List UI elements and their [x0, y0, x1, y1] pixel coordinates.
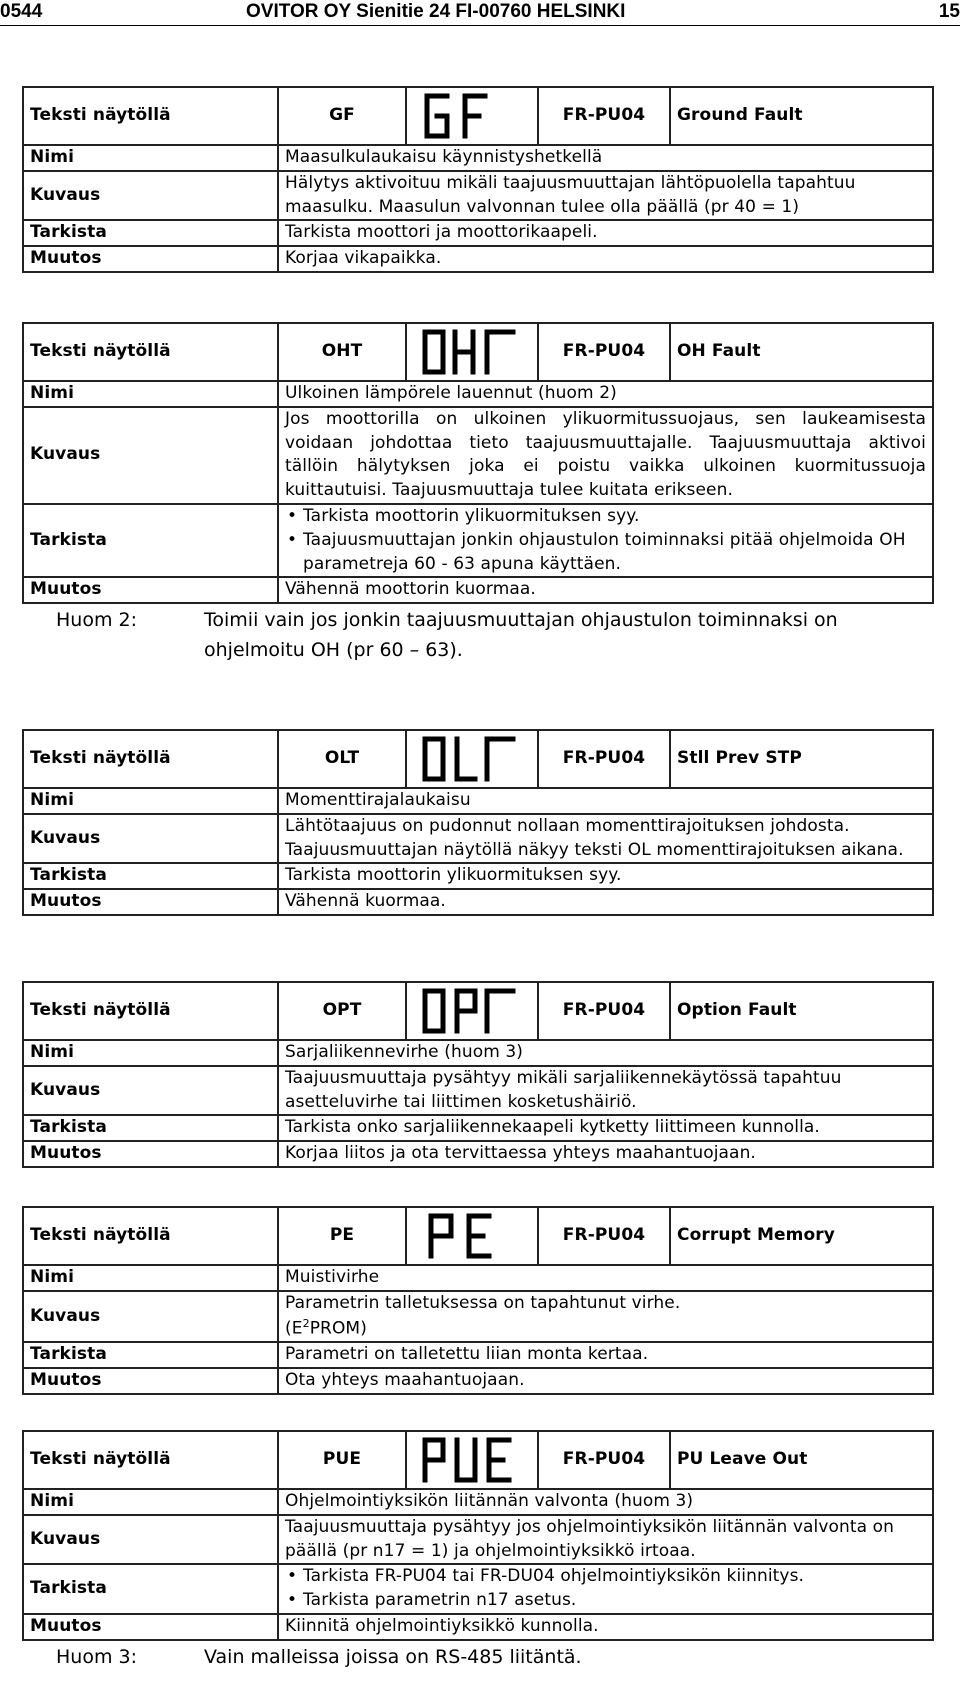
fault-name-en: Stll Prev STP [670, 730, 933, 788]
label-name: Nimi [23, 1489, 278, 1515]
label-fix: Muutos [23, 889, 278, 915]
seven-segment-olt-icon [406, 730, 538, 788]
fault-check: Tarkista onko sarjaliikennekaapeli kytketty liittimeen kunnolla. [278, 1115, 933, 1141]
label-display: Teksti näytöllä [23, 1431, 278, 1489]
check-item: • Tarkista FR-PU04 tai FR-DU04 ohjelmointiyksikön kiinnitys. [303, 1565, 926, 1589]
label-fix: Muutos [23, 1614, 278, 1640]
label-display: Teksti näytöllä [23, 730, 278, 788]
fault-name-fi: Momenttirajalaukaisu [278, 788, 933, 814]
fault-check [278, 504, 933, 577]
panel-name: FR-PU04 [538, 1431, 670, 1489]
label-name: Nimi [23, 1040, 278, 1066]
label-name: Nimi [23, 1265, 278, 1291]
fault-name-fi: Muistivirhe [278, 1265, 933, 1291]
fault-fix: Kiinnitä ohjelmointiyksikkö kunnolla. [278, 1614, 933, 1640]
doc-code: 0544 [0, 1, 43, 22]
label-desc: Kuvaus [23, 407, 278, 504]
fault-name-en: Corrupt Memory [670, 1207, 933, 1265]
page-header [0, 0, 960, 26]
label-name: Nimi [23, 788, 278, 814]
seven-segment-pe-icon [406, 1207, 538, 1265]
eeprom-sup: 2 [302, 1316, 310, 1330]
label-desc: Kuvaus [23, 171, 278, 221]
label-fix: Muutos [23, 577, 278, 603]
label-fix: Muutos [23, 1368, 278, 1394]
fault-table-pe [22, 1206, 934, 1395]
eeprom-prefix: (E [285, 1318, 303, 1339]
fault-name-fi: Sarjaliikennevirhe (huom 3) [278, 1040, 933, 1066]
fault-fix: Ota yhteys maahantuojaan. [278, 1368, 933, 1394]
panel-name: FR-PU04 [538, 982, 670, 1040]
fault-check: Parametri on talletettu liian monta kertaa. [278, 1342, 933, 1368]
label-fix: Muutos [23, 1141, 278, 1167]
fault-name-fi: Ulkoinen lämpörele lauennut (huom 2) [278, 381, 933, 407]
fault-fix: Korjaa liitos ja ota tervittaessa yhteys maahantuojaan. [278, 1141, 933, 1167]
fault-table-oht [22, 322, 934, 665]
label-desc: Kuvaus [23, 1291, 278, 1342]
fault-code: OHT [278, 323, 406, 381]
note-3 [22, 1643, 934, 1672]
fault-fix: Korjaa vikapaikka. [278, 246, 933, 272]
note-text: Vain malleissa joissa on RS-485 liitäntä. [204, 1645, 582, 1668]
panel-name: FR-PU04 [538, 87, 670, 145]
page-number: 15 [938, 1, 960, 22]
desc-line-eeprom [285, 1316, 926, 1341]
fault-description: Taajuusmuuttaja pysähtyy jos ohjelmointiyksikön liitännän valvonta on päällä (pr n17 = 1) ja ohjelmointiyksikkö irtoaa. [278, 1515, 933, 1565]
fault-description: Hälytys aktivoituu mikäli taajuusmuuttajan lähtöpuolella tapahtuu maasulku. Maasulun valvonnan tulee olla päällä (pr 40 = 1) [278, 171, 933, 221]
fault-description [278, 1291, 933, 1342]
fault-description: Lähtötaajuus on pudonnut nollaan momenttirajoituksen johdosta. Taajuusmuuttajan näytöllä näkyy teksti OL momenttirajoituksen aikana. [278, 814, 933, 864]
seven-segment-pue-icon [406, 1431, 538, 1489]
eeprom-suffix: PROM) [309, 1318, 367, 1339]
fault-code: OPT [278, 982, 406, 1040]
fault-table-pue [22, 1430, 934, 1672]
seven-segment-gf-icon [406, 87, 538, 145]
check-item: • Tarkista parametrin n17 asetus. [303, 1589, 926, 1613]
fault-table-opt [22, 981, 934, 1168]
fault-fix: Vähennä moottorin kuormaa. [278, 577, 933, 603]
label-check: Tarkista [23, 863, 278, 889]
check-item: • Tarkista moottorin ylikuormituksen syy. [303, 505, 926, 529]
label-fix: Muutos [23, 246, 278, 272]
label-display: Teksti näytöllä [23, 323, 278, 381]
label-name: Nimi [23, 381, 278, 407]
fault-check [278, 1564, 933, 1614]
label-display: Teksti näytöllä [23, 87, 278, 145]
panel-name: FR-PU04 [538, 730, 670, 788]
fault-name-en: Ground Fault [670, 87, 933, 145]
fault-name-en: OH Fault [670, 323, 933, 381]
label-name: Nimi [23, 145, 278, 171]
panel-name: FR-PU04 [538, 1207, 670, 1265]
label-desc: Kuvaus [23, 1515, 278, 1565]
fault-check: Tarkista moottorin ylikuormituksen syy. [278, 863, 933, 889]
seven-segment-oht-icon [406, 323, 538, 381]
note-text: Toimii vain jos jonkin taajuusmuuttajan ohjaustulon toiminnaksi on ohjelmoitu OH (pr 60 – 63). [204, 609, 838, 661]
panel-name: FR-PU04 [538, 323, 670, 381]
fault-fix: Vähennä kuormaa. [278, 889, 933, 915]
fault-table-olt [22, 729, 934, 916]
fault-check: Tarkista moottori ja moottorikaapeli. [278, 220, 933, 246]
label-display: Teksti näytöllä [23, 982, 278, 1040]
label-display: Teksti näytöllä [23, 1207, 278, 1265]
fault-code: PE [278, 1207, 406, 1265]
fault-description: Jos moottorilla on ulkoinen ylikuormitussuojaus, sen laukeamisesta voidaan johdottaa tieto taajuusmuuttajalle. Taajuusmuuttaja aktivoi tällöin hälytyksen joka ei poistu vaikka ulkoinen kuormitussuoja kuittautuisi. Taajuusmuuttaja tulee kuitata erikseen. [278, 407, 933, 504]
company-address: OVITOR OY Sienitie 24 FI-00760 HELSINKI [246, 1, 626, 22]
note-label: Huom 2: [56, 609, 137, 632]
fault-code: GF [278, 87, 406, 145]
fault-name-fi: Ohjelmointiyksikön liitännän valvonta (huom 3) [278, 1489, 933, 1515]
fault-name-en: Option Fault [670, 982, 933, 1040]
fault-name-fi: Maasulkulaukaisu käynnistyshetkellä [278, 145, 933, 171]
fault-code: PUE [278, 1431, 406, 1489]
label-check: Tarkista [23, 1342, 278, 1368]
fault-code: OLT [278, 730, 406, 788]
fault-description: Taajuusmuuttaja pysähtyy mikäli sarjaliikennekäytössä tapahtuu asetteluvirhe tai liittimen kosketushäiriö. [278, 1066, 933, 1116]
label-check: Tarkista [23, 504, 278, 577]
note-2 [22, 606, 934, 665]
fault-table-gf [22, 86, 934, 273]
fault-name-en: PU Leave Out [670, 1431, 933, 1489]
label-check: Tarkista [23, 220, 278, 246]
label-check: Tarkista [23, 1564, 278, 1614]
seven-segment-opt-icon [406, 982, 538, 1040]
note-label: Huom 3: [56, 1645, 137, 1668]
check-item: • Taajuusmuuttajan jonkin ohjaustulon toiminnaksi pitää ohjelmoida OH parametreja 60 - 63 apuna käyttäen. [303, 529, 926, 577]
label-check: Tarkista [23, 1115, 278, 1141]
label-desc: Kuvaus [23, 1066, 278, 1116]
label-desc: Kuvaus [23, 814, 278, 864]
desc-line: Parametrin talletuksessa on tapahtunut virhe. [285, 1292, 681, 1313]
